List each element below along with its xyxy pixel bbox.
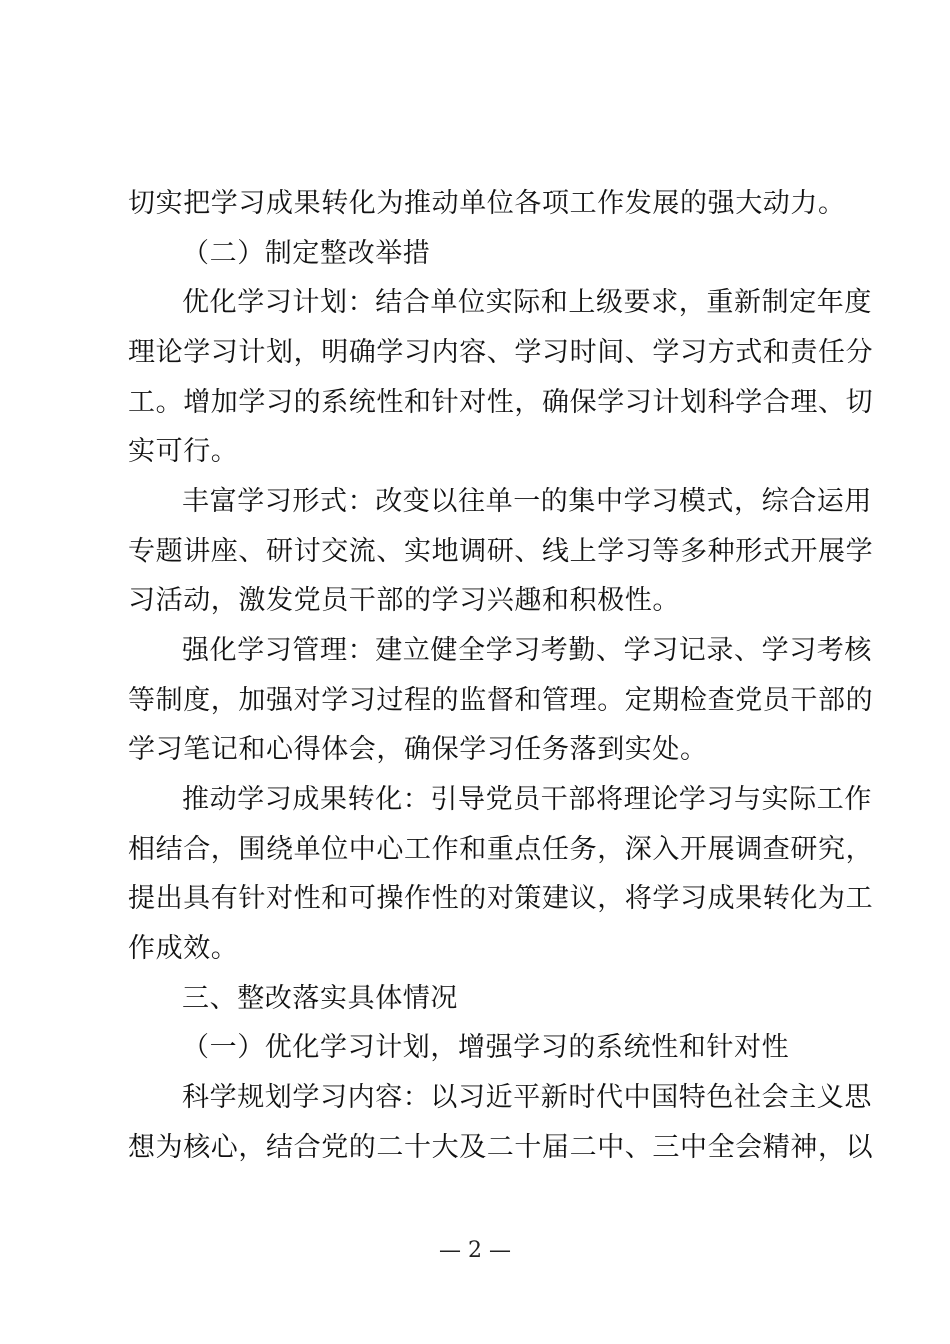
paragraph-line: 想为核心，结合党的二十大及二十届二中、三中全会精神，以 xyxy=(128,1132,874,1163)
paragraph-line: 实可行。 xyxy=(128,436,239,467)
paragraph-line: 优化学习计划：结合单位实际和上级要求，重新制定年度 xyxy=(182,287,872,318)
paragraph-line: 学习笔记和心得体会，确保学习任务落到实处。 xyxy=(128,734,708,765)
paragraph-line: 强化学习管理：建立健全学习考勤、学习记录、学习考核 xyxy=(182,635,872,666)
page-number: — 2 — xyxy=(439,1238,511,1263)
paragraph-line: 习活动，激发党员干部的学习兴趣和积极性。 xyxy=(128,585,680,616)
paragraph-line: 理论学习计划，明确学习内容、学习时间、学习方式和责任分 xyxy=(128,337,874,368)
paragraph-line: 作成效。 xyxy=(128,933,239,964)
paragraph-line: 工。增加学习的系统性和针对性，确保学习计划科学合理、切 xyxy=(128,387,874,418)
section-heading: 三、整改落实具体情况 xyxy=(182,983,458,1014)
section-heading: （二）制定整改举措 xyxy=(182,238,431,269)
paragraph-line: 提出具有针对性和可操作性的对策建议，将学习成果转化为工 xyxy=(128,883,874,914)
paragraph-line: 推动学习成果转化：引导党员干部将理论学习与实际工作 xyxy=(182,784,872,815)
body-text-line: 切实把学习成果转化为推动单位各项工作发展的强大动力。 xyxy=(128,188,846,219)
paragraph-line: 专题讲座、研讨交流、实地调研、线上学习等多种形式开展学 xyxy=(128,536,874,567)
paragraph-line: 丰富学习形式：改变以往单一的集中学习模式，综合运用 xyxy=(182,486,872,517)
paragraph-line: 等制度，加强对学习过程的监督和管理。定期检查党员干部的 xyxy=(128,685,874,716)
paragraph-line: 相结合，围绕单位中心工作和重点任务，深入开展调查研究， xyxy=(128,834,874,865)
paragraph-line: 科学规划学习内容：以习近平新时代中国特色社会主义思 xyxy=(182,1082,872,1113)
subsection-heading: （一）优化学习计划，增强学习的系统性和针对性 xyxy=(182,1032,790,1063)
